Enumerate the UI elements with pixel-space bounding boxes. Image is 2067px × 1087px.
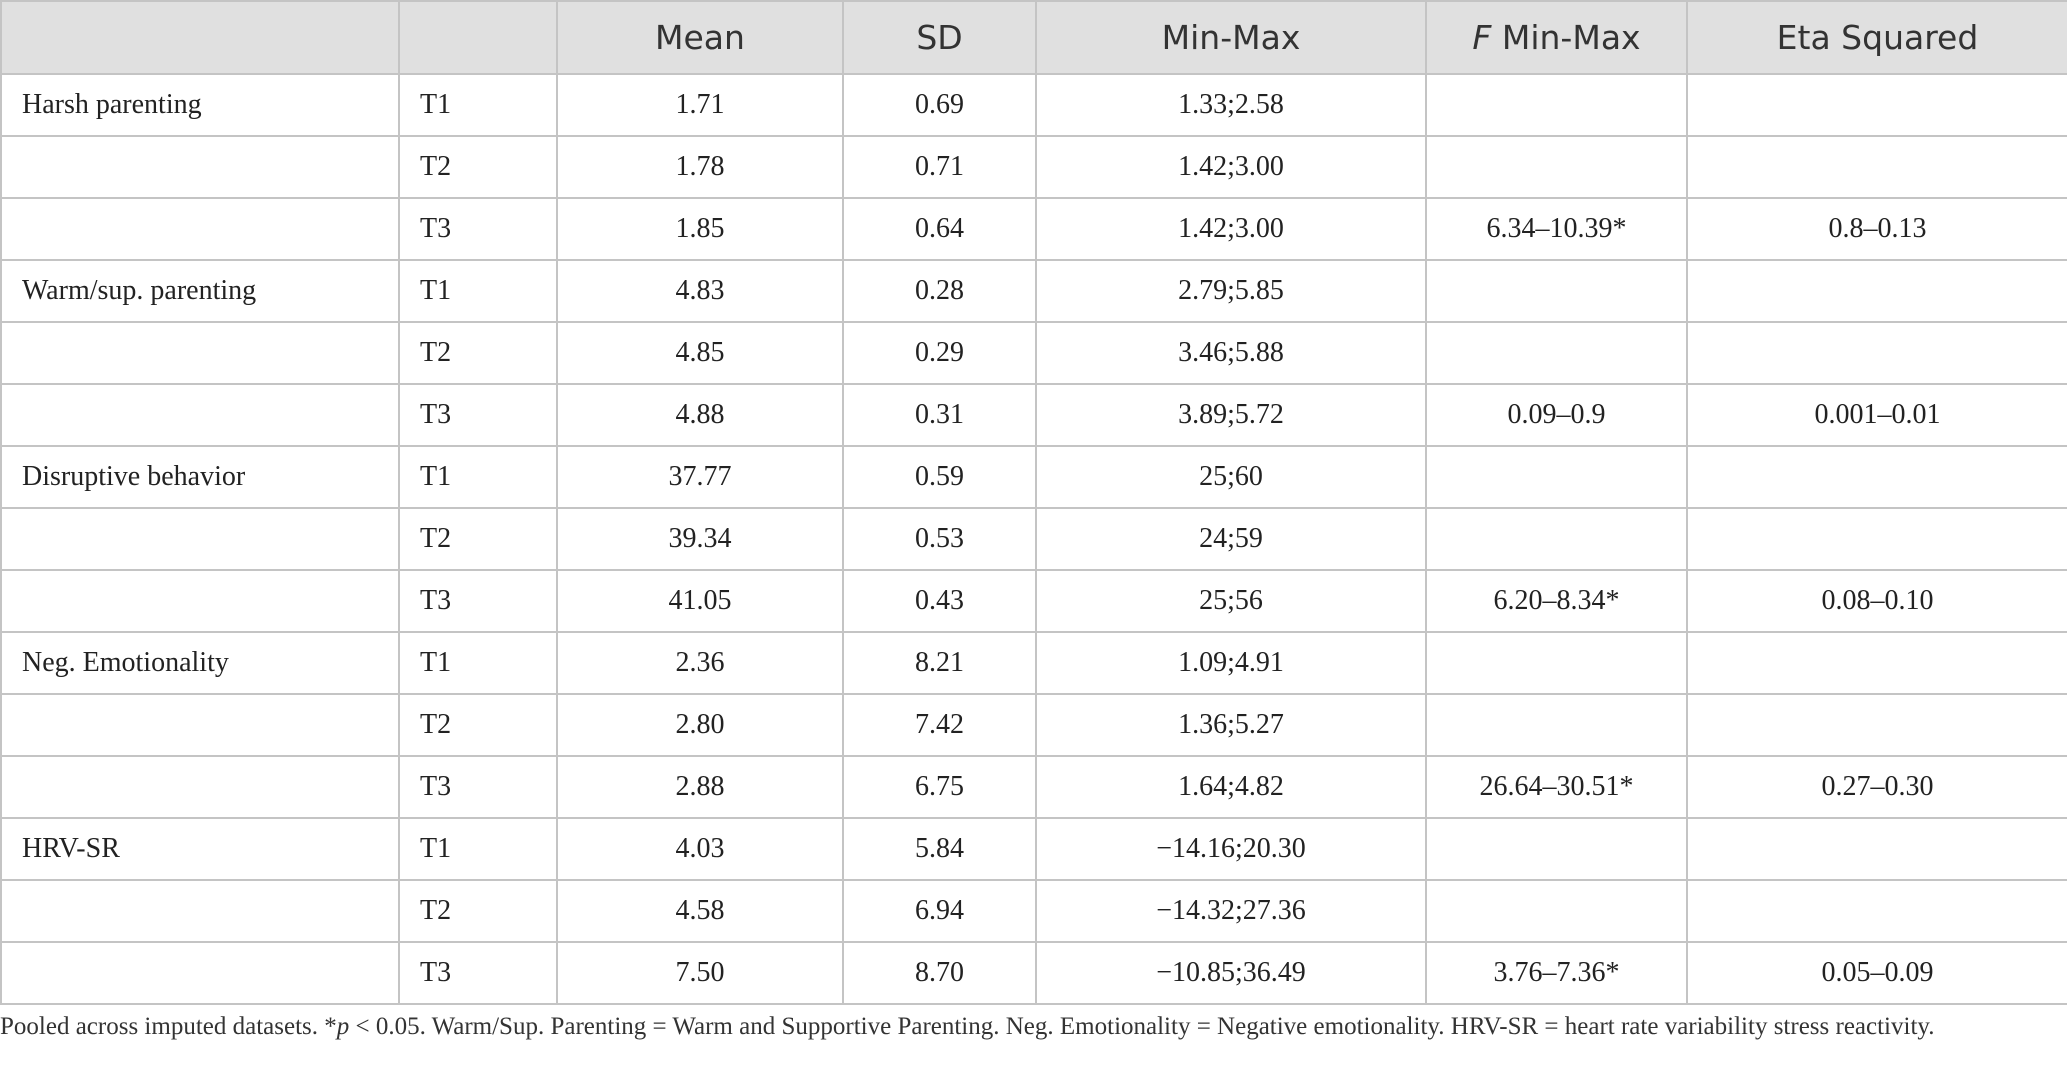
cell-eta-squared <box>1687 508 2067 570</box>
cell-mean: 1.85 <box>557 198 843 260</box>
cell-variable <box>1 942 399 1004</box>
cell-sd: 0.59 <box>843 446 1036 508</box>
cell-f-minmax <box>1426 632 1687 694</box>
cell-sd: 5.84 <box>843 818 1036 880</box>
cell-mean: 2.88 <box>557 756 843 818</box>
cell-mean: 1.78 <box>557 136 843 198</box>
cell-variable <box>1 570 399 632</box>
cell-f-minmax <box>1426 880 1687 942</box>
cell-minmax: −14.32;27.36 <box>1036 880 1426 942</box>
cell-time: T1 <box>399 446 557 508</box>
cell-time: T2 <box>399 880 557 942</box>
cell-eta-squared <box>1687 818 2067 880</box>
cell-time: T1 <box>399 818 557 880</box>
cell-sd: 0.31 <box>843 384 1036 446</box>
footnote-part1: Pooled across imputed datasets. * <box>0 1013 337 1040</box>
cell-variable <box>1 384 399 446</box>
cell-minmax: 1.42;3.00 <box>1036 136 1426 198</box>
cell-sd: 7.42 <box>843 694 1036 756</box>
cell-sd: 8.70 <box>843 942 1036 1004</box>
table-row <box>1 508 2067 570</box>
cell-f-minmax <box>1426 260 1687 322</box>
cell-f-minmax: 0.09–0.9 <box>1426 384 1687 446</box>
cell-minmax: 25;56 <box>1036 570 1426 632</box>
cell-f-minmax <box>1426 818 1687 880</box>
cell-eta-squared: 0.8–0.13 <box>1687 198 2067 260</box>
cell-eta-squared <box>1687 260 2067 322</box>
cell-sd: 0.53 <box>843 508 1036 570</box>
cell-time: T3 <box>399 198 557 260</box>
header-mean: Mean <box>557 1 843 74</box>
header-row <box>1 1 2067 74</box>
cell-sd: 6.94 <box>843 880 1036 942</box>
table-row <box>1 384 2067 446</box>
cell-variable <box>1 508 399 570</box>
cell-sd: 0.69 <box>843 74 1036 136</box>
cell-f-minmax <box>1426 322 1687 384</box>
cell-sd: 0.28 <box>843 260 1036 322</box>
cell-f-minmax: 3.76–7.36* <box>1426 942 1687 1004</box>
cell-mean: 7.50 <box>557 942 843 1004</box>
cell-variable <box>1 756 399 818</box>
cell-eta-squared <box>1687 632 2067 694</box>
cell-minmax: 1.33;2.58 <box>1036 74 1426 136</box>
table-row <box>1 198 2067 260</box>
cell-f-minmax: 6.34–10.39* <box>1426 198 1687 260</box>
cell-mean: 1.71 <box>557 74 843 136</box>
cell-variable: Neg. Emotionality <box>1 632 399 694</box>
cell-eta-squared: 0.27–0.30 <box>1687 756 2067 818</box>
footnote-p-italic: p <box>336 1013 350 1040</box>
cell-sd: 0.29 <box>843 322 1036 384</box>
table-footnote <box>0 1008 2040 1045</box>
cell-sd: 0.43 <box>843 570 1036 632</box>
cell-eta-squared: 0.001–0.01 <box>1687 384 2067 446</box>
cell-mean: 37.77 <box>557 446 843 508</box>
table-row <box>1 880 2067 942</box>
table-row <box>1 694 2067 756</box>
table-row <box>1 136 2067 198</box>
cell-minmax: −10.85;36.49 <box>1036 942 1426 1004</box>
cell-f-minmax <box>1426 74 1687 136</box>
cell-variable: Harsh parenting <box>1 74 399 136</box>
header-eta-squared: Eta Squared <box>1687 1 2067 74</box>
cell-mean: 4.03 <box>557 818 843 880</box>
cell-time: T2 <box>399 136 557 198</box>
cell-eta-squared <box>1687 446 2067 508</box>
cell-variable: Disruptive behavior <box>1 446 399 508</box>
table-row <box>1 260 2067 322</box>
cell-f-minmax <box>1426 694 1687 756</box>
cell-variable <box>1 880 399 942</box>
cell-time: T2 <box>399 322 557 384</box>
table-row <box>1 942 2067 1004</box>
cell-mean: 2.36 <box>557 632 843 694</box>
cell-variable <box>1 198 399 260</box>
table-row <box>1 74 2067 136</box>
header-sd: SD <box>843 1 1036 74</box>
cell-variable <box>1 694 399 756</box>
table-row <box>1 446 2067 508</box>
cell-eta-squared <box>1687 74 2067 136</box>
table-row <box>1 756 2067 818</box>
cell-minmax: 24;59 <box>1036 508 1426 570</box>
cell-mean: 39.34 <box>557 508 843 570</box>
cell-f-minmax: 26.64–30.51* <box>1426 756 1687 818</box>
cell-minmax: 1.42;3.00 <box>1036 198 1426 260</box>
cell-time: T3 <box>399 942 557 1004</box>
table-row <box>1 570 2067 632</box>
cell-time: T1 <box>399 632 557 694</box>
cell-variable <box>1 322 399 384</box>
cell-f-minmax <box>1426 508 1687 570</box>
table-row <box>1 818 2067 880</box>
cell-time: T2 <box>399 694 557 756</box>
cell-time: T3 <box>399 570 557 632</box>
cell-mean: 4.88 <box>557 384 843 446</box>
cell-minmax: 2.79;5.85 <box>1036 260 1426 322</box>
cell-variable: Warm/sup. parenting <box>1 260 399 322</box>
cell-time: T3 <box>399 756 557 818</box>
cell-mean: 4.85 <box>557 322 843 384</box>
cell-eta-squared <box>1687 136 2067 198</box>
cell-time: T3 <box>399 384 557 446</box>
cell-minmax: 3.89;5.72 <box>1036 384 1426 446</box>
cell-f-minmax: 6.20–8.34* <box>1426 570 1687 632</box>
cell-eta-squared: 0.05–0.09 <box>1687 942 2067 1004</box>
cell-minmax: −14.16;20.30 <box>1036 818 1426 880</box>
table-row <box>1 322 2067 384</box>
cell-eta-squared <box>1687 694 2067 756</box>
cell-time: T1 <box>399 74 557 136</box>
cell-minmax: 1.64;4.82 <box>1036 756 1426 818</box>
footnote-part2: < 0.05. Warm/Sup. Parenting = Warm and Supportive Parenting. Neg. Emotionality = Negative emotionality. HRV-SR = heart rate variability stress reactivity. <box>349 1013 1935 1040</box>
cell-sd: 6.75 <box>843 756 1036 818</box>
header-f-label: Min-Max <box>1491 18 1641 57</box>
cell-eta-squared <box>1687 880 2067 942</box>
cell-sd: 0.64 <box>843 198 1036 260</box>
cell-eta-squared: 0.08–0.10 <box>1687 570 2067 632</box>
cell-sd: 8.21 <box>843 632 1036 694</box>
cell-f-minmax <box>1426 136 1687 198</box>
cell-variable: HRV-SR <box>1 818 399 880</box>
cell-mean: 4.83 <box>557 260 843 322</box>
header-variable <box>1 1 399 74</box>
cell-minmax: 1.09;4.91 <box>1036 632 1426 694</box>
cell-sd: 0.71 <box>843 136 1036 198</box>
header-minmax: Min-Max <box>1036 1 1426 74</box>
cell-mean: 2.80 <box>557 694 843 756</box>
header-time <box>399 1 557 74</box>
cell-mean: 41.05 <box>557 570 843 632</box>
cell-minmax: 3.46;5.88 <box>1036 322 1426 384</box>
cell-minmax: 25;60 <box>1036 446 1426 508</box>
cell-minmax: 1.36;5.27 <box>1036 694 1426 756</box>
table-row <box>1 632 2067 694</box>
header-f-italic: F <box>1472 18 1492 57</box>
cell-time: T1 <box>399 260 557 322</box>
header-f-minmax <box>1426 1 1687 74</box>
cell-f-minmax <box>1426 446 1687 508</box>
cell-mean: 4.58 <box>557 880 843 942</box>
cell-eta-squared <box>1687 322 2067 384</box>
cell-variable <box>1 136 399 198</box>
cell-time: T2 <box>399 508 557 570</box>
